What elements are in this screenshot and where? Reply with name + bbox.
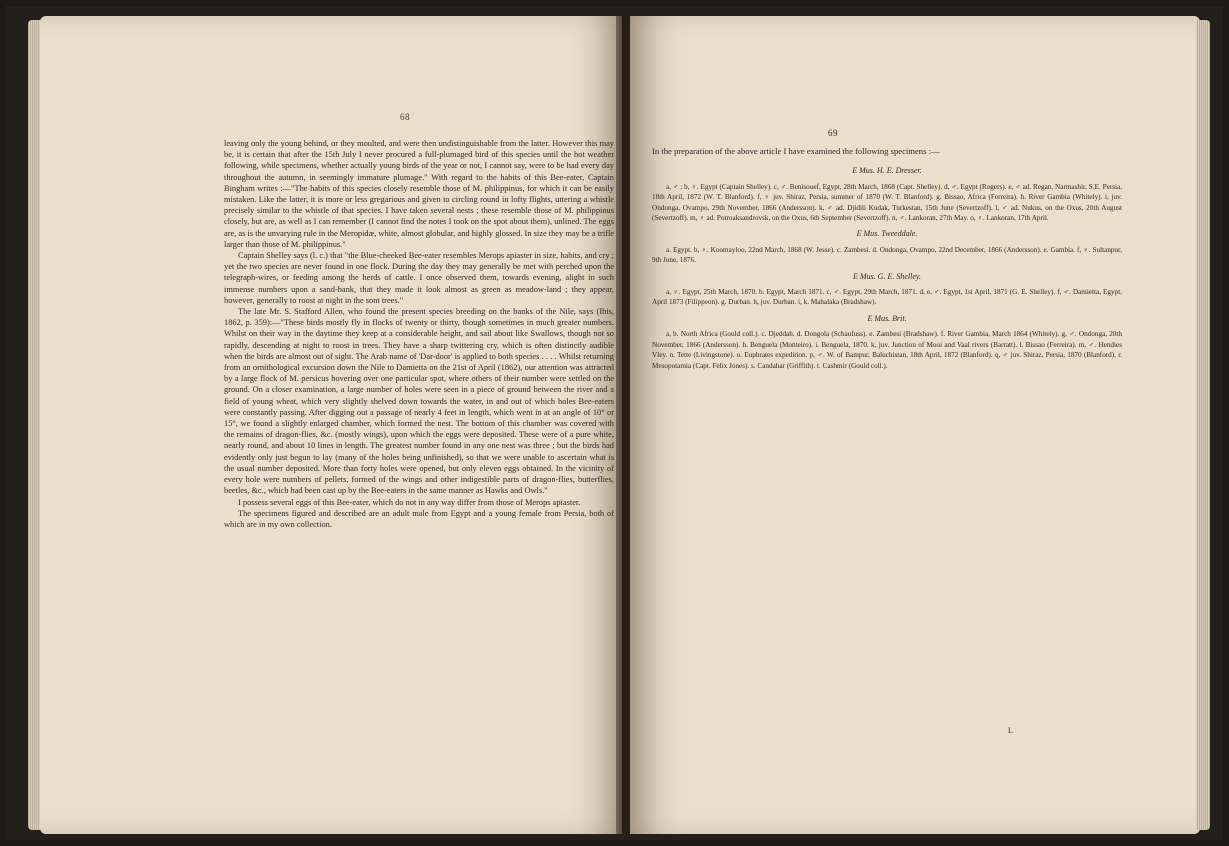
specimen-list: a, ♀. Egypt, 25th March, 1870. b. Egypt, March 1871. c, ♂. Egypt, 29th March, 1871. d, e, ♂. Egypt, 1st April, 1871 (G. E. Shelley). f, ♂. Damietta, Egypt, April 1873 (Filippeon). g. Durban. h, juv. Durban. i, k. Mahalaka (Bradshaw).: [652, 288, 1122, 307]
paragraph: The specimens figured and described are an adult male from Egypt and a young female from Persia, both of which are in my own collection.: [224, 508, 614, 529]
paragraph: Captain Shelley says (l. c.) that "the Blue-cheeked Bee-eater resembles Merops apiaster in size, habits, and cry ; yet the two species are never found in one flock. During the day they may generally be met with perched upon the telegraph-wires, or feeding among the herds of cattle. I once observed them, towards evening, alight in such immense numbers upon a sand-bank, that they made it look almost as green as meadow-land ; they appear, however, generally to roost at night in the sont trees.": [224, 251, 614, 305]
page-number-left: 68: [400, 112, 410, 122]
left-page-body: [224, 138, 614, 530]
page-number-right: 69: [828, 128, 838, 138]
specimen-list: a, ♂ ; b, ♀. Egypt (Captain Shelley). c, ♂. Benisouef, Egypt, 28th March, 1868 (Capt. Shelley). d, ♂. Egypt (Rogers). e, ♂ ad. Regan, Narmashir, S.E. Persia, 18th April, 1872 (W. T. Blanford). f, ♀ juv. Shiraz, Persia, summer of 1870 (W. T. Blanford). g. Bissao, Africa (Ferreira). h. River Gambia (Whitely). i, juv. Ondonga, Ovampo, 29th November, 1866 (Andersson). k, ♂ ad. Djidili Kudak, Turkestan, 15th June (Severtzoff). l, ♂ ad. Nukus, on the Oxus, 20th August (Severtzoff). m, ♀ ad. Potroaksandrovsk, on the Oxus, 6th September (Severtzoff). n, ♂. Lankoran, 27th May. o, ♀. Lankoran, 17th April.: [652, 182, 1122, 223]
left-page: [40, 16, 622, 834]
page-edges-right: [1196, 20, 1210, 830]
right-page: [630, 16, 1200, 834]
paragraph: I possess several eggs of this Bee-eater, which do not in any way differ from those of Merops apiaster.: [238, 497, 581, 507]
section-heading: E Mus. Tweeddale.: [856, 229, 918, 239]
paragraph: leaving only the young behind, or they moulted, and were then undistinguishable from the latter. However this may be, it is certain that after the 15th July I never procured a full-plumaged bird of this species until the hot weather following, while specimens, whether actually young birds of the year or not, I cannot say, were to be had every day throughout the autumn, in seemingly immature plumage." With regard to the habits of this Bee-eater, Captain Bingham writes :—"The habits of this species closely resemble those of M. philippinus, for which it can be easily mistaken. Like the latter, it is more or less gregarious and given to circling round in lofty flights, uttering a whistle precisely similar to the whistle of that species. I have taken several nests ; these resemble those of M. philippinus closely, but are, as well as I can remember (I cannot find the notes I took on the spot about them), unlined. The eggs are, as is the unvarying rule in the Meropidæ, white, almost globular, and highly glossed. In size they may be a trifle larger than those of M. philippinus.": [224, 139, 614, 249]
specimen-list: a, b. North Africa (Gould coll.). c. Djeddah. d. Dongola (Schaufuss). e. Zambesi (Bradshaw). f. River Gambia, March 1864 (Whitely). g, ♂. Ondonga, 20th November, 1866 (Andersson). h. Benguela (Monteiro). i. Benguela, 1870. k, juv. Junction of Mooi and Vaal rivers (Barratt). l. Bissao (Ferreira). m, ♂. Hendies Vley. n. Tette (Livingstone). o. Euphrates expedition. p, ♂. W. of Bampur, Baluchistan, 18th April, 1872 (Blanford). q, ♂ juv. Shiraz, Persia, 1870 (Blanford). r. Mesopotamia (Capt. Felix Jones). s. Candahar (Griffith). t. Cashmir (Gould coll.).: [652, 330, 1122, 370]
section-heading: E Mus. G. E. Shelley.: [853, 271, 921, 281]
section-heading: E Mus. Brit.: [867, 313, 907, 323]
specimens-intro: In the preparation of the above article I have examined the following specimens :—: [652, 146, 940, 156]
right-page-body: [652, 146, 1122, 371]
book-spread: [6, 6, 1223, 840]
paragraph: The late Mr. S. Stafford Allen, who found the present species breeding on the banks of the Nile, says (Ibis, 1862, p. 359):—"These birds mostly fly in flocks of twenty or thirty, though sometimes in much greater numbers. Whilst on their way in the daytime they keep at a considerable height, and sail about like Swallows, though not so rapidly, descending at night to roost in trees. They have a sharp twittering cry, which is often distinctly audible when the birds are almost out of sight. The Arab name of 'Dar-door' is applied to both species . . . . Whilst returning from an ornithological excursion down the Nile to Damietta on the 21st of April (1862), our attention was attracted by a large flock of M. persicus hovering over one particular spot, where others of their number were settled on the ground. On a closer examination, a large number of holes were seen in a piece of ground between the river and a field of young wheat, which very slightly shelved down towards the water, in and out of which holes Bee-eaters were constantly passing. After digging out a passage of nearly 4 feet in length, which went in at an angle of 10° or 15°, we found a slightly enlarged chamber, which formed the nest. The bottom of this chamber was covered with the remains of dragon-flies, &c. (mostly wings), upon which the eggs were deposited. These were of a pure white, nearly round, and about 10 lines in length. The greatest number found in any one nest was three ; but the birds had evidently only just begun to lay (many of the holes being unfinished), so that we were unable to ascertain what is the usual number deposited. More than forty holes were opened, but only eleven eggs obtained. In the vicinity of every hole were numbers of pellets, formed of the wings and other indigestible parts of dragon-flies, butterflies, beetles, &c., which had been cast up by the Bee-eaters in the same manner as Hawks and Owls.": [224, 307, 614, 496]
section-heading: E Mus. H. E. Dresser.: [852, 166, 922, 176]
specimen-list: a. Egypt. b, ♀. Koomayloo, 22nd March, 1868 (W. Jesse). c. Zambesi. d. Ondonga, Ovampo, 22nd December, 1866 (Andersson). e. Gambia. f, ♀. Sultanpur, 9th June, 1876.: [652, 245, 1122, 265]
signature-mark: L: [1008, 726, 1013, 735]
